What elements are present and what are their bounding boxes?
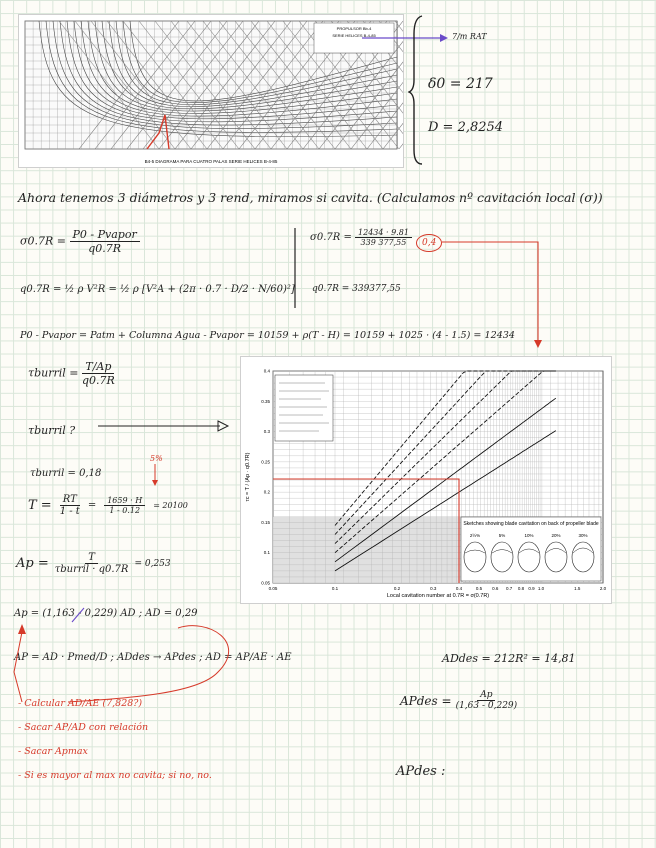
diagram-caption: B4-5 DIAGRAMA PARA CUATRO PALAS SERIE HELICES B-4-85 (144, 159, 278, 164)
sigma-denominator: q0.7R (88, 242, 122, 255)
burrill-chart (241, 357, 611, 603)
burrill-chart-figure (240, 356, 612, 604)
x-tick-label: 0.4 (455, 586, 463, 591)
x-tick-label: 1.5 (574, 586, 581, 591)
sigma-value-lhs: σ0.7R = (310, 232, 352, 243)
ap-lhs: Ap = (16, 556, 49, 571)
y-tick-label: 0.05 (261, 580, 270, 586)
x-tick-label: 1.0 (537, 586, 545, 591)
x-tick-label: 0.5 (475, 586, 483, 591)
sigma-numerator: P0 - Pvapor (70, 228, 140, 242)
x-tick-label: 0.8 (517, 586, 525, 591)
section-heading: Ahora tenemos 3 diámetros y 3 rend, miramos si cavita. (Calculamos nº cavitación local (σ)) (18, 190, 603, 205)
ap-denominator: τburril · q0.7R (54, 564, 129, 575)
tau-lhs: τburril = (28, 366, 79, 380)
apdes-denominator: (1,63 - 0,229) (455, 701, 518, 711)
tau-denominator: q0.7R (81, 374, 115, 387)
apdes-numerator: Ap (477, 690, 495, 701)
ap-ratio-line: Ap = (1,163 - 0,229) AD ; AD = 0,29 (14, 608, 198, 619)
legend-line-1: PROPULSOR Bb-4 (336, 26, 372, 31)
chart-ylabel: τc = T / (Ap · q0.7R) (245, 452, 251, 502)
inset-label: 5% (498, 533, 506, 538)
ap-numerator: T (85, 552, 98, 564)
inset-title: Sketches showing blade cavitation on back of propeller blade (463, 521, 599, 527)
x-tick-label: 0.3 (430, 586, 437, 591)
diameter-value: D = 2,8254 (428, 120, 504, 135)
q-value: q0.7R = 339377,55 (312, 284, 401, 294)
x-tick-label: 2.0 (599, 586, 607, 591)
note-arrow (150, 464, 160, 486)
step-2: - Sacar AP/AD con relación (18, 722, 149, 733)
thrust-equation: T = $\frac{RT}{1 - t}$ = $\frac{1659 \cdot H}{1 - 0.12}$ = 20100 (28, 494, 188, 517)
y-tick-label: 0.35 (261, 398, 270, 404)
x-tick-label: 0.7 (505, 586, 513, 591)
ad-line: AP = AD · Pmed/D ; ADdes → APdes ; AD = AP/AE · AE (14, 652, 292, 663)
legend-arrow (360, 30, 450, 46)
sigma-lhs: σ0.7R = (20, 234, 66, 248)
legend-line-2: SERIE HELICES B-4-85 (332, 33, 376, 38)
y-tick-label: 0.4 (263, 368, 270, 374)
tau-value: τburril = 0,18 (30, 468, 102, 479)
x-tick-label: 0.9 (528, 586, 535, 591)
x-tick-label: 0.05 (268, 586, 278, 591)
equation-divider (292, 228, 298, 308)
inset-label: 30% (578, 533, 588, 538)
tau-question: τburril ? (28, 424, 76, 437)
x-tick-label: 0.2 (393, 586, 401, 591)
apdes-lhs: APdes = (400, 693, 452, 708)
ap-result: = 0,253 (134, 558, 171, 569)
inset-label: 10% (524, 533, 534, 538)
thrust-denominator-value: 1 - 0.12 (109, 506, 141, 515)
sigma-value-numerator: 12434 · 9.81 (355, 228, 412, 238)
brace-icon (408, 14, 428, 166)
apdes-equation (400, 690, 517, 711)
tau-arrow (96, 418, 232, 434)
add-line: ADdes = 212R² = 14,81 (442, 652, 576, 665)
propeller-diagram (19, 15, 403, 167)
tau-numerator: T/Ap (82, 360, 114, 374)
tau-equation (28, 360, 115, 387)
step-3: - Sacar Apmax (18, 746, 88, 757)
y-tick-label: 0.3 (263, 429, 270, 435)
x-tick-label: 0.1 (331, 586, 339, 591)
y-tick-label: 0.15 (261, 519, 270, 525)
sigma-equation (20, 228, 140, 255)
apdes-line-2: APdes : (396, 764, 446, 779)
propeller-diagram-figure (18, 14, 404, 168)
delta-value: δ0 = 217 (428, 76, 493, 92)
legend-arrow-label: 7/m RAT (452, 32, 487, 41)
thrust-lhs: T = (28, 498, 52, 513)
pressure-equation: P0 - Pvapor = Patm + Columna Agua - Pvapor = 10159 + ρ(T - H) = 10159 + 1025 · (4 - 1.5) = 12434 (20, 330, 516, 341)
sigma-result: 0,4 (416, 234, 442, 252)
y-tick-label: 0.25 (261, 459, 270, 465)
y-tick-label: 0.1 (263, 550, 270, 556)
five-percent-note: 5% (150, 454, 163, 463)
step-1: - Calcular AD/AE (7,828?) (18, 698, 143, 709)
thrust-result: = 20100 (153, 501, 188, 510)
sigma-value-denominator: 339 377,55 (360, 238, 407, 247)
thrust-numerator: RT (60, 494, 80, 506)
q-equation: q0.7R = ½ ρ V²R = ½ ρ [V²A + (2π · 0.7 · D/2 · N/60)²] (20, 284, 295, 295)
inset-label: 20% (551, 533, 561, 538)
y-tick-label: 0.2 (263, 489, 270, 495)
inset-label: 2½% (469, 533, 481, 538)
chart-xlabel: Local cavitation number at 0.7R = σ(0.7R) (386, 593, 490, 599)
x-tick-label: 0.6 (492, 586, 499, 591)
loop-arrow (8, 612, 244, 712)
ap-equation (16, 552, 171, 575)
sigma-value-equation (310, 228, 412, 247)
thrust-denominator: 1 - t (59, 506, 80, 517)
thrust-numerator-value: 1659 · H (104, 496, 145, 506)
step-4: - Si es mayor al max no cavita; si no, no. (18, 770, 212, 781)
